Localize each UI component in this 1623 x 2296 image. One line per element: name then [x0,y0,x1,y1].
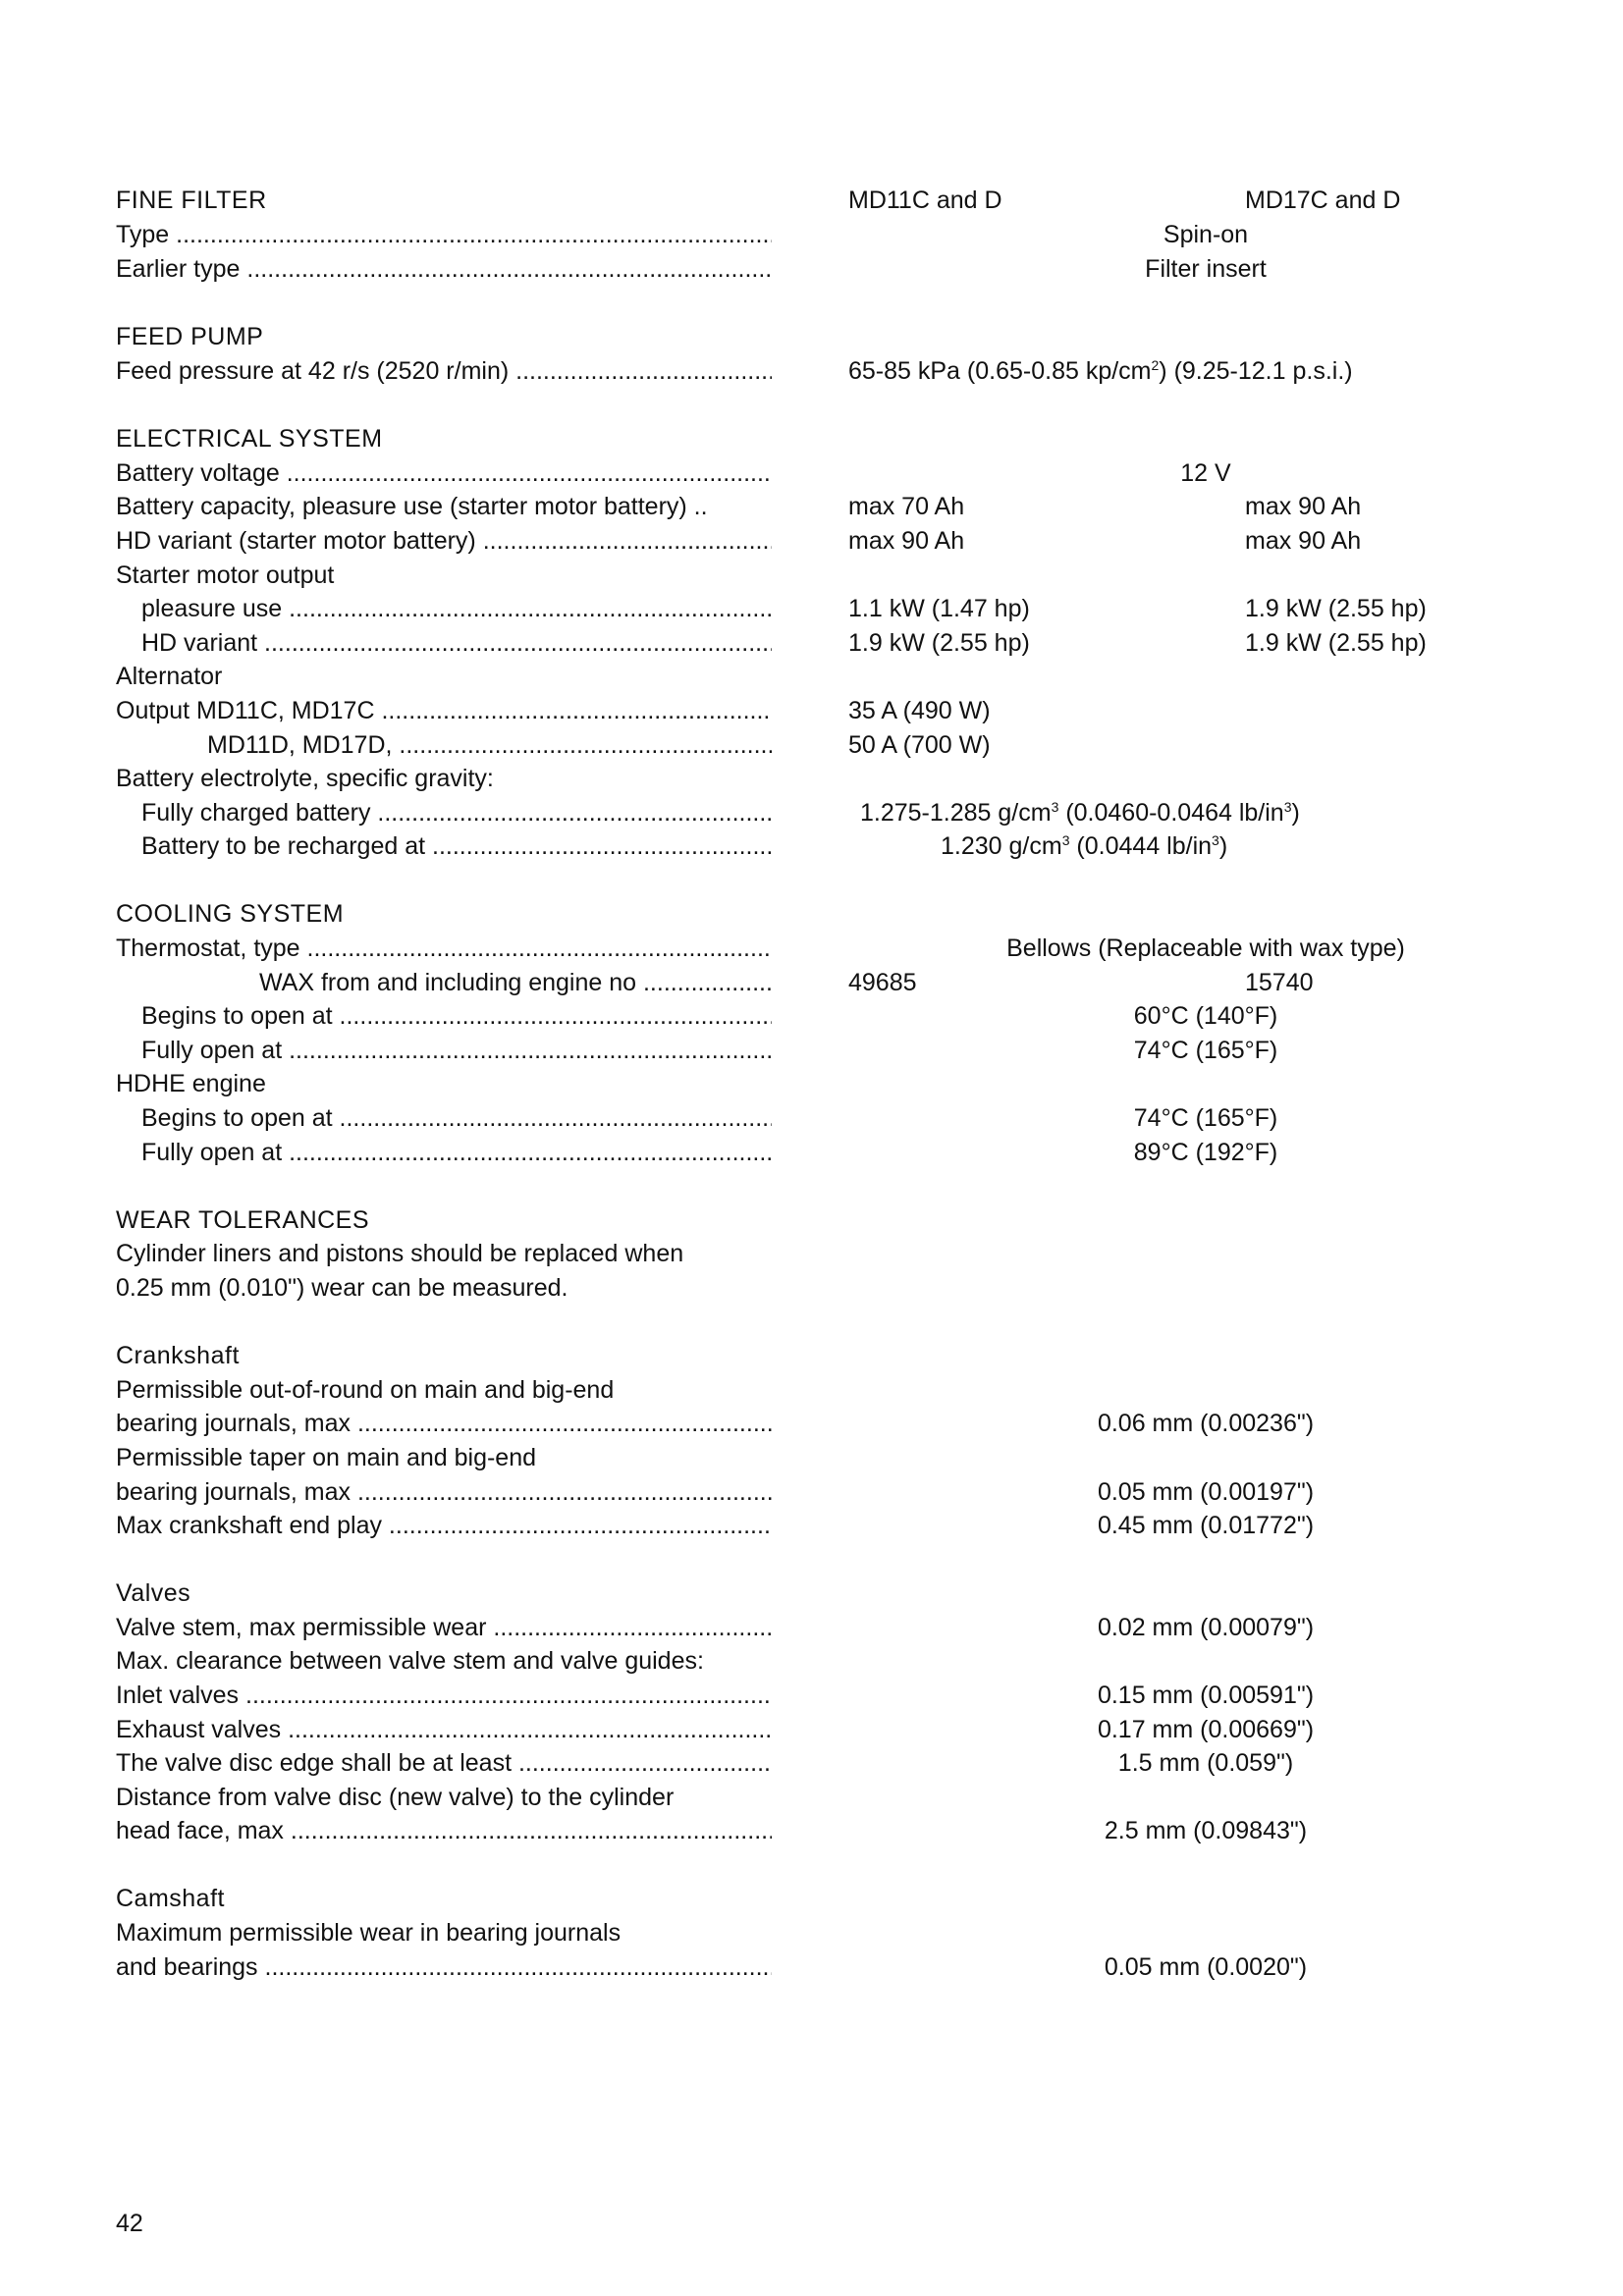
spec-value: 74°C (165°F) [1133,1104,1278,1132]
spec-label: Inlet valves ..... [116,1679,772,1712]
spec-label: Max. clearance between valve stem and valve guides: [116,1647,704,1675]
spec-row [116,218,1392,251]
spec-row [116,796,1392,829]
spec-row [116,1814,1392,1847]
column-header-md17: MD17C and D [1245,187,1401,214]
spec-label: Type ..... [116,218,772,251]
spec-row [116,660,1392,693]
text-line [116,1441,1392,1474]
spec-value [941,829,1227,863]
spec-row [116,966,1392,999]
camshaft-header-row [116,1882,1392,1915]
spec-value-md17: 1.9 kW (2.55 hp) [1245,629,1427,657]
spec-row [116,559,1392,592]
spec-row [116,932,1405,965]
spec-label: Thermostat, type ..... [116,932,772,965]
spec-row [116,1713,1392,1746]
column-header-md11: MD11C and D [848,187,1002,214]
spec-label: pleasure use ..... [141,592,772,625]
text-line [116,1916,1392,1949]
paragraph-text: Cylinder liners and pistons should be replaced when [116,1240,684,1267]
spec-label: Exhaust valves ..... [116,1713,772,1746]
electrical-heading: ELECTRICAL SYSTEM [116,425,383,453]
spec-label: Fully charged battery ..... [141,796,772,829]
spec-value-md17: max 90 Ah [1245,527,1362,555]
spec-row [116,626,1427,660]
fine-filter-heading: FINE FILTER [116,187,267,214]
spec-label: Feed pressure at 42 r/s (2520 r/min) ..... [116,354,772,388]
valves-header-row [116,1576,1392,1610]
spec-row [116,1067,1392,1100]
spec-label: Starter motor output [116,561,335,589]
text-line [116,1271,1392,1305]
spec-label: Battery capacity, pleasure use (starter motor battery) .. [116,493,708,520]
text-line [116,1781,1392,1814]
superscript: 3 [1283,799,1292,815]
cooling-header-row [116,897,1392,931]
value-part: 65-85 kPa (0.65-0.85 kp/cm [848,357,1152,385]
cooling-heading: COOLING SYSTEM [116,900,345,928]
spec-value: 89°C (192°F) [1133,1139,1278,1166]
spec-row [116,762,1392,795]
spec-value-md17: max 90 Ah [1245,493,1362,520]
spec-value: 0.05 mm (0.00197") [1097,1478,1315,1506]
crankshaft-heading: Crankshaft [116,1342,240,1369]
value-part: ) [1291,799,1300,827]
camshaft-heading: Camshaft [116,1885,225,1912]
value-part: ) [1218,832,1228,860]
spec-value: 50 A (700 W) [848,731,991,759]
spec-value-md11: 49685 [848,969,917,996]
spec-label: HDHE engine [116,1070,266,1097]
spec-row [116,999,1392,1033]
spec-value: 0.05 mm (0.0020") [1104,1953,1308,1981]
spec-row [116,456,1392,490]
text-line [116,1237,1392,1270]
spec-label: Output MD11C, MD17C ..... [116,694,772,727]
spec-label: Fully open at ..... [141,1136,772,1169]
spec-label: Distance from valve disc (new valve) to the cylinder [116,1784,675,1811]
spec-row [116,1034,1392,1067]
spec-label: Alternator [116,663,223,690]
spec-label: and bearings ..... [116,1950,772,1984]
spec-label: Begins to open at ..... [141,1101,772,1135]
spec-row [116,1136,1392,1169]
spec-row [116,1101,1392,1135]
text-line [116,1644,1392,1678]
superscript: 2 [1151,357,1160,373]
spec-row [116,1746,1392,1780]
spec-label: Battery electrolyte, specific gravity: [116,765,494,792]
spec-row [116,1950,1392,1984]
spec-label: WAX from and including engine no ..... [259,966,772,999]
spec-row [116,1611,1392,1644]
wear-heading: WEAR TOLERANCES [116,1206,370,1234]
spec-value: Filter insert [1145,255,1267,283]
spec-value: 0.15 mm (0.00591") [1097,1682,1315,1709]
spec-value: 12 V [1180,459,1231,487]
feed-pump-header-row [116,320,1392,353]
spec-label: Permissible taper on main and big-end [116,1444,537,1471]
spec-value: 0.17 mm (0.00669") [1097,1716,1315,1743]
spec-label: Max crankshaft end play ..... [116,1509,772,1542]
spec-label: bearing journals, max ..... [116,1475,772,1509]
spec-label: head face, max ..... [116,1814,772,1847]
spec-row [116,490,1392,523]
spec-value-md11: max 70 Ah [848,493,965,520]
spec-value: 35 A (490 W) [848,697,991,724]
spec-label: HD variant (starter motor battery) ..... [116,524,772,558]
spec-label: Earlier type ..... [116,252,772,286]
superscript: 3 [1061,832,1070,848]
spec-value [860,796,1300,829]
spec-value: Spin-on [1163,221,1249,248]
spec-row [116,592,1427,625]
spec-value-md11: 1.1 kW (1.47 hp) [848,595,1030,622]
spec-row [116,1679,1392,1712]
spec-row [116,252,1392,286]
spec-label: Begins to open at ..... [141,999,772,1033]
spec-row [116,694,1392,727]
valves-heading: Valves [116,1579,191,1607]
spec-value-md17: 15740 [1245,969,1314,996]
superscript: 3 [1051,799,1059,815]
spec-label: Fully open at ..... [141,1034,772,1067]
spec-label: Permissible out-of-round on main and big-end [116,1376,615,1404]
spec-label: Battery to be recharged at ..... [141,829,772,863]
value-part: 1.275-1.285 g/cm [860,799,1052,827]
feed-pump-heading: FEED PUMP [116,323,264,350]
spec-value: Bellows (Replaceable with wax type) [1006,934,1405,962]
spec-row [116,1475,1392,1509]
spec-label: MD11D, MD17D, ..... [207,728,772,762]
paragraph-text: 0.25 mm (0.010") wear can be measured. [116,1274,568,1302]
spec-value: 2.5 mm (0.09843") [1104,1817,1308,1844]
spec-row [116,829,1392,863]
spec-value-md17: 1.9 kW (2.55 hp) [1245,595,1427,622]
value-part: 1.230 g/cm [941,832,1062,860]
spec-row [116,524,1392,558]
spec-value-md11: max 90 Ah [848,527,965,555]
text-line [116,1373,1392,1407]
spec-label: Battery voltage ..... [116,456,772,490]
fine-filter-header-row [116,184,1401,217]
page-number: 42 [116,2210,143,2237]
spec-label: Valve stem, max permissible wear ..... [116,1611,772,1644]
spec-value: 0.02 mm (0.00079") [1097,1614,1315,1641]
spec-value-md11: 1.9 kW (2.55 hp) [848,629,1030,657]
spec-label: HD variant ..... [141,626,772,660]
spec-row [116,1407,1392,1440]
spec-value: 60°C (140°F) [1133,1002,1278,1030]
wear-header-row [116,1203,1392,1237]
superscript: 3 [1212,832,1219,848]
spec-label: bearing journals, max ..... [116,1407,772,1440]
spec-label: Maximum permissible wear in bearing journals [116,1919,622,1947]
spec-value: 0.45 mm (0.01772") [1097,1512,1315,1539]
spec-row [116,354,1392,388]
spec-label: The valve disc edge shall be at least ..... [116,1746,772,1780]
electrical-header-row [116,422,1392,455]
crankshaft-header-row [116,1339,1392,1372]
value-part: (0.0444 lb/in [1069,832,1213,860]
spec-row [116,728,1392,762]
spec-row [116,1509,1392,1542]
spec-value [848,354,1353,388]
spec-value: 1.5 mm (0.059") [1117,1749,1294,1777]
value-part: ) (9.25-12.1 p.s.i.) [1159,357,1353,385]
spec-value: 74°C (165°F) [1133,1037,1278,1064]
spec-value: 0.06 mm (0.00236") [1097,1410,1315,1437]
value-part: (0.0460-0.0464 lb/in [1058,799,1284,827]
